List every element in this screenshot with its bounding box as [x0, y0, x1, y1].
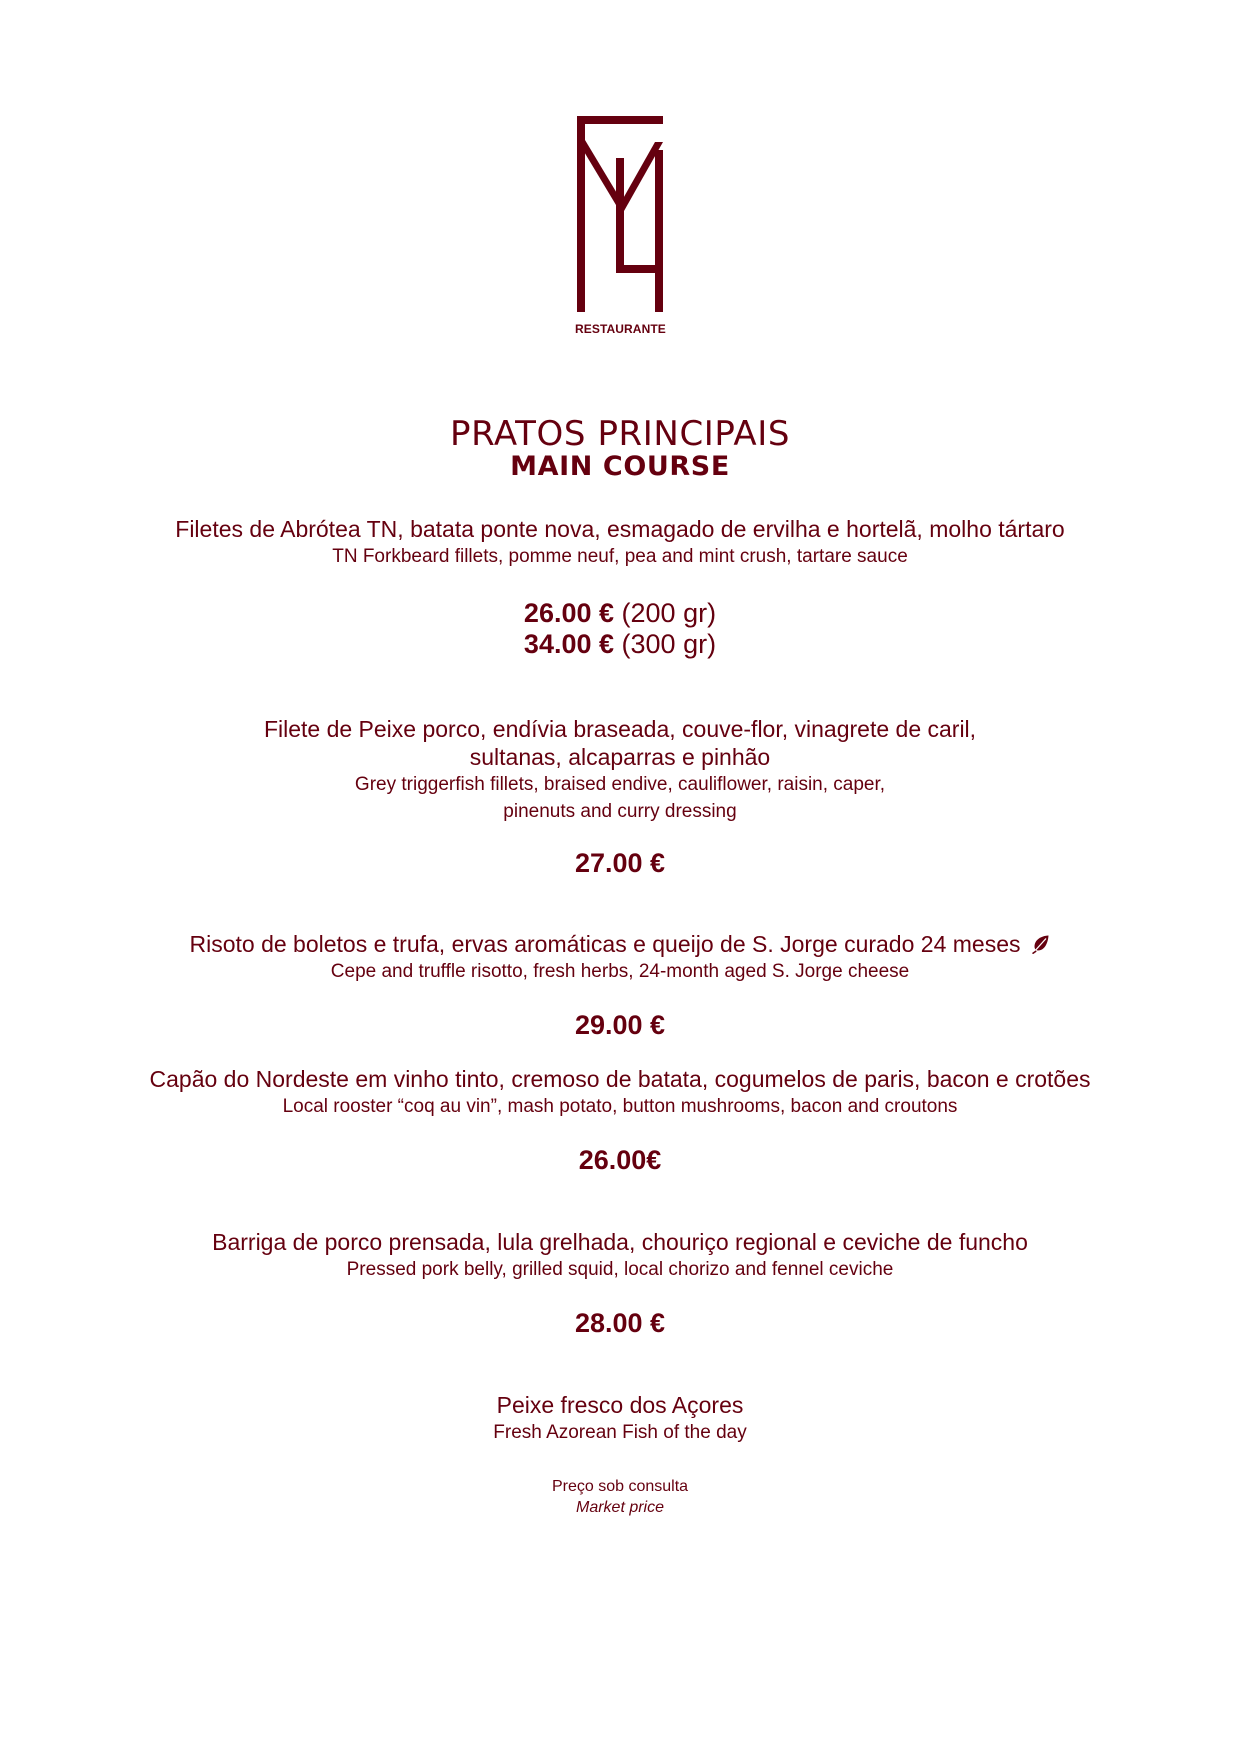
price-value: 28.00 € — [574, 1308, 666, 1338]
price-line — [0, 598, 1240, 629]
leaf-icon — [1031, 934, 1051, 954]
dish-name-pt-line — [0, 930, 1240, 958]
dish-name-pt: Filete de Peixe porco, endívia braseada, couve-flor, vinagrete de caril, — [263, 716, 977, 742]
section-title-en: MAIN COURSE — [510, 451, 730, 482]
dish-name-en: Pressed pork belly, grilled squid, local chorizo and fennel ceviche — [346, 1259, 894, 1280]
price-note-pt: Preço sob consulta — [551, 1478, 689, 1495]
dish-name-pt: Capão do Nordeste em vinho tinto, cremoso de batata, cogumelos de paris, bacon e crotões — [149, 1066, 1091, 1092]
dish-name-pt: Barriga de porco prensada, lula grelhada, chouriço regional e ceviche de funcho — [212, 1229, 1028, 1255]
dish-name-en: Grey triggerfish fillets, braised endive, cauliflower, raisin, caper, — [354, 774, 886, 795]
restaurant-logo — [575, 116, 665, 338]
dish-name-en: Fresh Azorean Fish of the day — [493, 1422, 747, 1443]
menu-item-pork-belly — [0, 1228, 1240, 1283]
dish-name-pt: Filetes de Abrótea TN, batata ponte nova, esmagado de ervilha e hortelã, molho tártaro — [175, 516, 1065, 542]
menu-item-forkbeard — [0, 515, 1240, 570]
menu-item-rooster — [0, 1065, 1240, 1120]
menu-item-fresh-fish — [0, 1391, 1240, 1446]
price-note-en: Market price — [575, 1499, 665, 1516]
price-value: 26.00€ — [578, 1145, 662, 1175]
price-value: 26.00 € — [523, 598, 615, 628]
menu-item-risotto — [0, 930, 1240, 985]
price-value: 29.00 € — [574, 1010, 666, 1040]
dish-name-en: pinenuts and curry dressing — [503, 801, 737, 822]
dish-name-pt: sultanas, alcaparras e pinhão — [469, 744, 771, 770]
price-value: 34.00 € — [523, 629, 615, 659]
section-title-pt: PRATOS PRINCIPAIS — [449, 414, 791, 454]
price-block-forkbeard — [0, 598, 1240, 660]
price-quantity: (300 gr) — [621, 629, 717, 659]
market-price-note — [0, 1476, 1240, 1518]
tn-monogram-icon — [577, 116, 663, 312]
dish-name-pt: Peixe fresco dos Açores — [496, 1392, 744, 1418]
dish-name-en: Local rooster “coq au vin”, mash potato, button mushrooms, bacon and croutons — [282, 1096, 958, 1117]
dish-name-en: TN Forkbeard fillets, pomme neuf, pea and mint crush, tartare sauce — [332, 546, 908, 567]
dish-name-en: Cepe and truffle risotto, fresh herbs, 24-month aged S. Jorge cheese — [330, 961, 910, 982]
price-quantity: (200 gr) — [621, 598, 717, 628]
price-line — [0, 629, 1240, 660]
price-value: 27.00 € — [574, 848, 666, 878]
dish-name-pt: Risoto de boletos e trufa, ervas aromáticas e queijo de S. Jorge curado 24 meses — [189, 931, 1021, 957]
logo-label: RESTAURANTE — [575, 322, 666, 336]
menu-item-triggerfish — [0, 715, 1240, 825]
